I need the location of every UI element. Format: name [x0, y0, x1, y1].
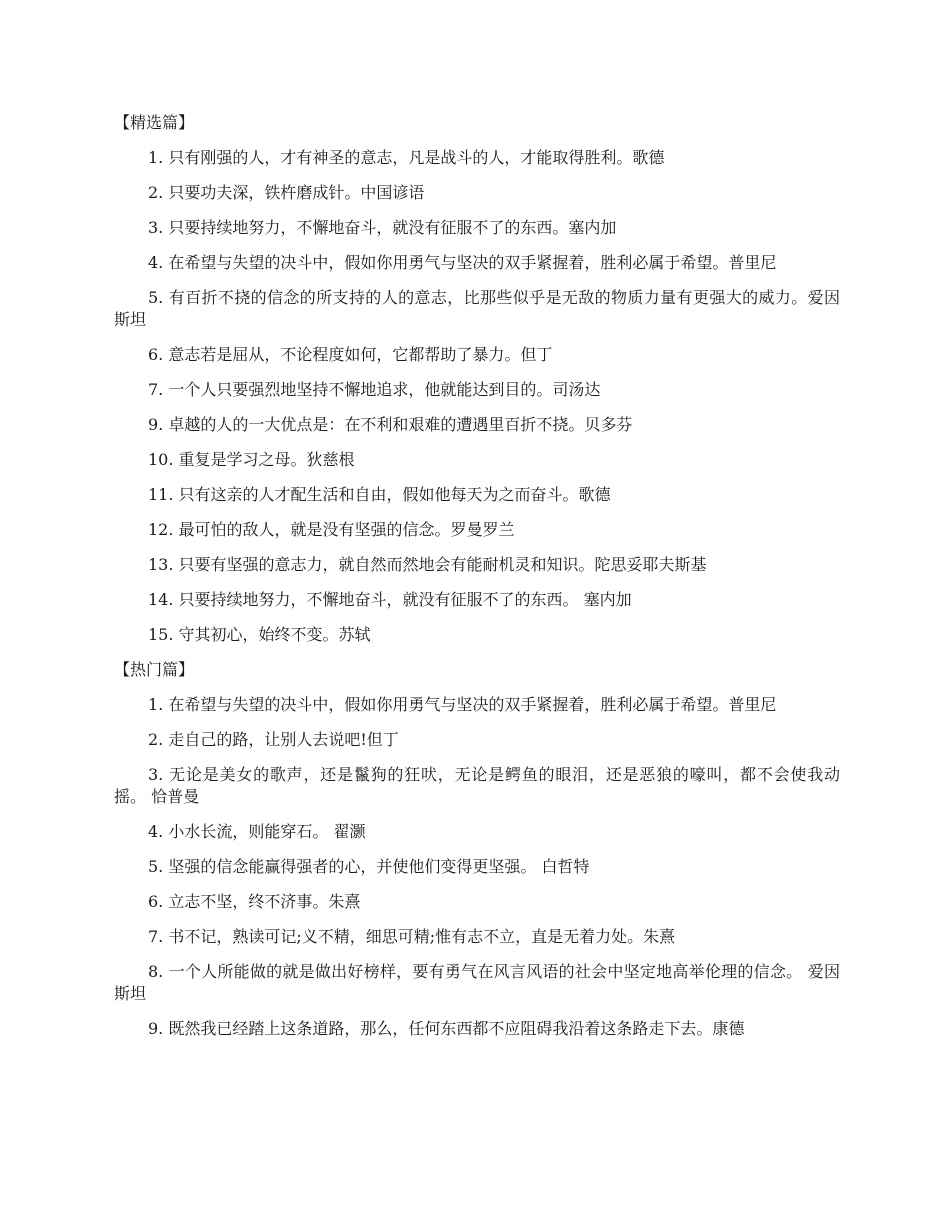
quote-item: 2. 只要功夫深，铁杵磨成针。中国谚语: [148, 183, 425, 202]
quote-item: 9. 既然我已经踏上这条道路，那么，任何东西都不应阻碍我沿着这条路走下去。康德: [148, 1019, 745, 1038]
quote-item: 12. 最可怕的敌人，就是没有坚强的信念。罗曼罗兰: [148, 520, 515, 539]
quote-item: 11. 只有这亲的人才配生活和自由，假如他每天为之而奋斗。歌德: [148, 485, 611, 504]
section-heading: 【精选篇】: [114, 113, 195, 132]
quote-item: 4. 小水长流，则能穿石。 翟灏: [148, 822, 366, 841]
quote-item: 5. 坚强的信念能赢得强者的心，并使他们变得更坚强。 白哲特: [148, 857, 590, 876]
section-heading: 【热门篇】: [114, 660, 195, 679]
quote-item: 14. 只要持续地努力，不懈地奋斗，就没有征服不了的东西。 塞内加: [148, 590, 632, 609]
quote-item: 6. 意志若是屈从，不论程度如何，它都帮助了暴力。但丁: [148, 345, 553, 364]
quote-item: 6. 立志不坚，终不济事。朱熹: [148, 892, 361, 911]
quote-item: 9. 卓越的人的一大优点是：在不利和艰难的遭遇里百折不挠。贝多芬: [148, 415, 633, 434]
quote-item: 3. 无论是美女的歌声，还是鬣狗的狂吠，无论是鳄鱼的眼泪，还是恶狼的嚎叫，都不会使我动摇。 恰普曼: [114, 765, 840, 806]
quote-item: 7. 书不记，熟读可记;义不精，细思可精;惟有志不立，直是无着力处。朱熹: [148, 927, 676, 946]
quote-item: 5. 有百折不挠的信念的所支持的人的意志，比那些似乎是无敌的物质力量有更强大的威力。爱因斯坦: [114, 288, 840, 329]
quote-item: 10. 重复是学习之母。狄慈根: [148, 450, 355, 469]
section-selected: [114, 112, 840, 646]
quote-item: 13. 只要有坚强的意志力，就自然而然地会有能耐机灵和知识。陀思妥耶夫斯基: [148, 555, 707, 574]
quote-item: 1. 在希望与失望的决斗中，假如你用勇气与坚决的双手紧握着，胜利必属于希望。普里尼: [148, 695, 777, 714]
quote-item: 4. 在希望与失望的决斗中，假如你用勇气与坚决的双手紧握着，胜利必属于希望。普里尼: [148, 253, 777, 272]
quote-item: 2. 走自己的路，让别人去说吧!但丁: [148, 730, 399, 749]
quote-item: 3. 只要持续地努力，不懈地奋斗，就没有征服不了的东西。塞内加: [148, 218, 617, 237]
section-popular: [114, 659, 840, 1040]
quote-item: 7. 一个人只要强烈地坚持不懈地追求，他就能达到目的。司汤达: [148, 380, 601, 399]
quote-item: 1. 只有刚强的人，才有神圣的意志，凡是战斗的人，才能取得胜利。歌德: [148, 148, 665, 167]
document-page: [114, 112, 840, 1053]
quote-item: 8. 一个人所能做的就是做出好榜样，要有勇气在风言风语的社会中坚定地高举伦理的信念。 爱因斯坦: [114, 962, 840, 1003]
quote-item: 15. 守其初心，始终不变。苏轼: [148, 625, 371, 644]
